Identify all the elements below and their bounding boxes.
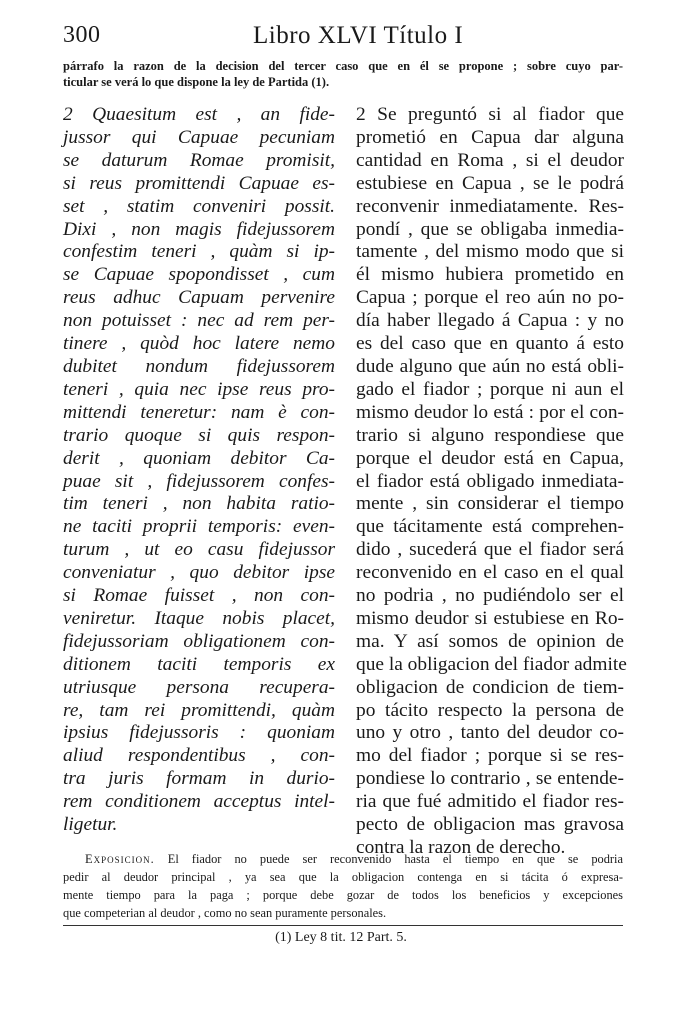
footnote-divider (63, 925, 623, 926)
spanish-line: uno y otro , tanto del deudor co- (356, 722, 624, 744)
spanish-line: trario si alguno respondiese que (356, 424, 624, 446)
intro-line: párrafo la razon de la decision del tercer caso que en él se propone ; sobre cuyo par- (63, 59, 623, 73)
spanish-line: reconvenir inmediatamente. Res- (356, 195, 624, 217)
spanish-line: es del caso que en quanto á esto (356, 333, 624, 355)
exposicion-line: mente tiempo para la paga ; porque debe gozar de todos los beneficios y excepciones (63, 888, 623, 902)
latin-line: fidejussoriam obligationem con- (63, 630, 335, 652)
latin-line: si reus promittendi Capuae es- (63, 172, 335, 194)
latin-line: jussor qui Capuae pecuniam (63, 126, 335, 148)
spanish-line: el fiador está obligado inmediata- (356, 470, 624, 492)
intro-line: ticular se verá lo que dispone la ley de Partida (1). (63, 75, 330, 89)
latin-line: derit , quoniam debitor Ca- (63, 447, 335, 469)
latin-line: aliud respondentibus , con- (63, 745, 335, 767)
spanish-line: que tácitamente está comprehen- (356, 516, 624, 538)
exposicion-line: que competerian al deudor , como no sean puramente personales. (63, 906, 387, 920)
spanish-line: prometió en Capua dar alguna (356, 126, 624, 148)
latin-line: ligetur. (63, 814, 118, 836)
latin-line: conveniatur , quo debitor ipse (63, 562, 335, 584)
spanish-line: tamente , del mismo modo que si (356, 241, 624, 263)
footnote: (1) Ley 8 tit. 12 Part. 5. (275, 930, 407, 945)
latin-line: tim teneri , non habita ratio- (63, 493, 335, 515)
spanish-line: po tácito respecto la persona de (356, 699, 624, 721)
latin-line: veniretur. Itaque nobis placet, (63, 607, 335, 629)
exposicion-line: pedir al deudor principal , ya sea que la obligacion contenga en si tácita ó expresa- (63, 870, 623, 884)
latin-line: tinere , quòd hoc latere nemo (63, 333, 335, 355)
latin-line: ditionem taciti temporis ex (63, 653, 335, 675)
latin-line: teneri , quia nec ipse reus pro- (63, 378, 335, 400)
spanish-line: obligacion de condicion de tiem- (356, 676, 624, 698)
spanish-line: mismo deudor lo está : por el con- (356, 401, 624, 423)
spanish-line: cantidad en Roma , si el deudor (356, 149, 624, 171)
exposicion-text: El fiador no puede ser reconvenido hasta el tiempo en que se podria (167, 852, 623, 866)
latin-line: utriusque persona recupera- (63, 676, 335, 698)
spanish-line: día haber llegado á Capua : y no (356, 310, 624, 332)
spanish-line: mo del fiador ; porque si se res- (356, 745, 624, 767)
latin-line: trario quoque si quis respon- (63, 424, 335, 446)
exposicion-paragraph (63, 850, 623, 922)
running-title: Libro XLVI Título I (253, 22, 464, 49)
latin-line: re, tam rei promittendi, quàm (63, 699, 335, 721)
latin-line: puae sit , fidejussorem confes- (63, 470, 335, 492)
spanish-line: Capua ; porque el reo aún no po- (356, 287, 624, 309)
intro-paragraph (63, 58, 623, 90)
spanish-line: ria que fué admitido el fiador res- (356, 791, 624, 813)
latin-text-column (63, 104, 335, 837)
latin-line: rem conditionem acceptus intel- (63, 791, 335, 813)
spanish-line: pondiese lo contrario , se entende- (356, 768, 624, 790)
spanish-line: 2 Se preguntó si al fiador que (356, 104, 624, 125)
spanish-line: pecto de obligacion mas gravosa (356, 814, 624, 836)
spanish-line: ma. Y así somos de opinion de (356, 630, 624, 652)
spanish-line: contra la razon de derecho. (356, 837, 566, 858)
latin-line: turum , ut eo casu fidejussor (63, 539, 335, 561)
spanish-line: gado el fiador ; porque ni aun el (356, 378, 624, 400)
latin-line: confestim teneri , quàm si ip- (63, 241, 335, 263)
spanish-line: no podria , no pudiéndolo ser el (356, 585, 624, 607)
spanish-line: estubiese en Capua , se le podrá (356, 172, 624, 194)
latin-line: non potuisset : nec ad rem per- (63, 310, 335, 332)
spanish-text-column (356, 104, 627, 860)
spanish-line: dido , sucederá que el fiador será (356, 539, 624, 561)
latin-line: tra juris formam in durio- (63, 768, 335, 790)
spanish-line: reconvenido en el caso en el qual (356, 562, 624, 584)
latin-line: set , statim conveniri possit. (63, 195, 335, 217)
latin-line: si Romae fuisset , non con- (63, 585, 335, 607)
spanish-line: porque el deudor está en Capua, (356, 447, 624, 469)
latin-line: Dixi , non magis fidejussorem (63, 218, 335, 240)
latin-line: ne taciti proprii temporis: even- (63, 516, 335, 538)
spanish-line: mente , sin considerar el tiempo (356, 493, 624, 515)
page-header (63, 22, 623, 54)
latin-line: se Capuae spopondisset , cum (63, 264, 335, 286)
page-number: 300 (63, 22, 101, 48)
spanish-line: dude alguno que aún no está obli- (356, 355, 624, 377)
spanish-line: él mismo hubiera prometido en (356, 264, 624, 286)
spanish-line: que la obligacion del fiador admite (356, 653, 627, 675)
spanish-line: mismo deudor si estubiese en Ro- (356, 607, 624, 629)
latin-line: se daturum Romae promisit, (63, 149, 335, 171)
exposicion-lead: Exposicion. (85, 852, 155, 866)
latin-line: mittendi teneretur: nam è con- (63, 401, 335, 423)
latin-line: 2 Quaesitum est , an fide- (63, 104, 335, 125)
exposicion-line (63, 850, 623, 868)
latin-line: dubitet nondum fidejussorem (63, 355, 335, 377)
latin-line: ipsius fidejussoris : quoniam (63, 722, 335, 744)
spanish-line: pondí , que se obligaba inmedia- (356, 218, 624, 240)
latin-line: reus adhuc Capuam pervenire (63, 287, 335, 309)
